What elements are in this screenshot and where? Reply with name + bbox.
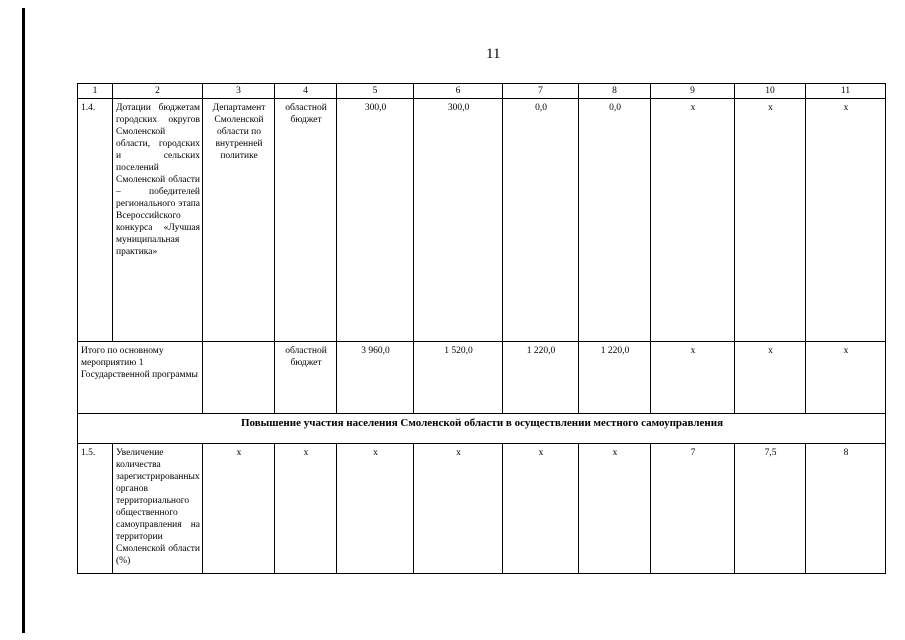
value-cell: х (579, 444, 651, 574)
executor-cell: Департамент Смоленской области по внутренней политике (203, 99, 275, 342)
funding-source-cell: областной бюджет (275, 99, 337, 342)
value-cell: х (651, 99, 735, 342)
empty-cell (203, 342, 275, 414)
row-number: 1.4. (78, 99, 113, 342)
value-cell: х (735, 342, 806, 414)
total-row (78, 342, 886, 414)
header-cell: 7 (503, 84, 579, 99)
header-cell: 2 (113, 84, 203, 99)
value-cell: 7 (651, 444, 735, 574)
program-table (77, 83, 886, 574)
value-cell: 3 960,0 (337, 342, 414, 414)
value-cell: 0,0 (503, 99, 579, 342)
value-cell: х (203, 444, 275, 574)
header-cell: 8 (579, 84, 651, 99)
measure-description: Дотации бюджетам городских округов Смоленской области, городских и сельских поселений Смоленской области – победителей регионального этапа Всероссийского конкурса «Лучшая муниципальная практика» (113, 99, 203, 342)
header-cell: 6 (414, 84, 503, 99)
page-number: 11 (486, 46, 501, 62)
funding-source-cell: областной бюджет (275, 342, 337, 414)
value-cell: х (735, 99, 806, 342)
row-number: 1.5. (78, 444, 113, 574)
header-cell: 3 (203, 84, 275, 99)
value-cell: 300,0 (337, 99, 414, 342)
header-cell: 1 (78, 84, 113, 99)
value-cell: х (651, 342, 735, 414)
header-cell: 9 (651, 84, 735, 99)
value-cell: х (337, 444, 414, 574)
table-row (78, 444, 886, 574)
total-label: Итого по основному мероприятию 1 Государственной программы (78, 342, 203, 414)
table-row (78, 99, 886, 342)
value-cell: 1 520,0 (414, 342, 503, 414)
value-cell: 1 220,0 (503, 342, 579, 414)
header-cell: 10 (735, 84, 806, 99)
measure-description: Увеличение количества зарегистрированных органов территориального общественного самоуправления на территории Смоленской области (%) (113, 444, 203, 574)
value-cell: х (806, 99, 886, 342)
value-cell: 0,0 (579, 99, 651, 342)
section-title: Повышение участия населения Смоленской области в осуществлении местного самоуправления (78, 414, 886, 444)
section-row (78, 414, 886, 444)
value-cell: 300,0 (414, 99, 503, 342)
value-cell: х (414, 444, 503, 574)
value-cell: 7,5 (735, 444, 806, 574)
header-cell: 5 (337, 84, 414, 99)
value-cell: 8 (806, 444, 886, 574)
value-cell: х (275, 444, 337, 574)
page-edge-bar (22, 8, 25, 633)
column-number-row (78, 84, 886, 99)
header-cell: 11 (806, 84, 886, 99)
value-cell: х (503, 444, 579, 574)
value-cell: 1 220,0 (579, 342, 651, 414)
header-cell: 4 (275, 84, 337, 99)
value-cell: х (806, 342, 886, 414)
